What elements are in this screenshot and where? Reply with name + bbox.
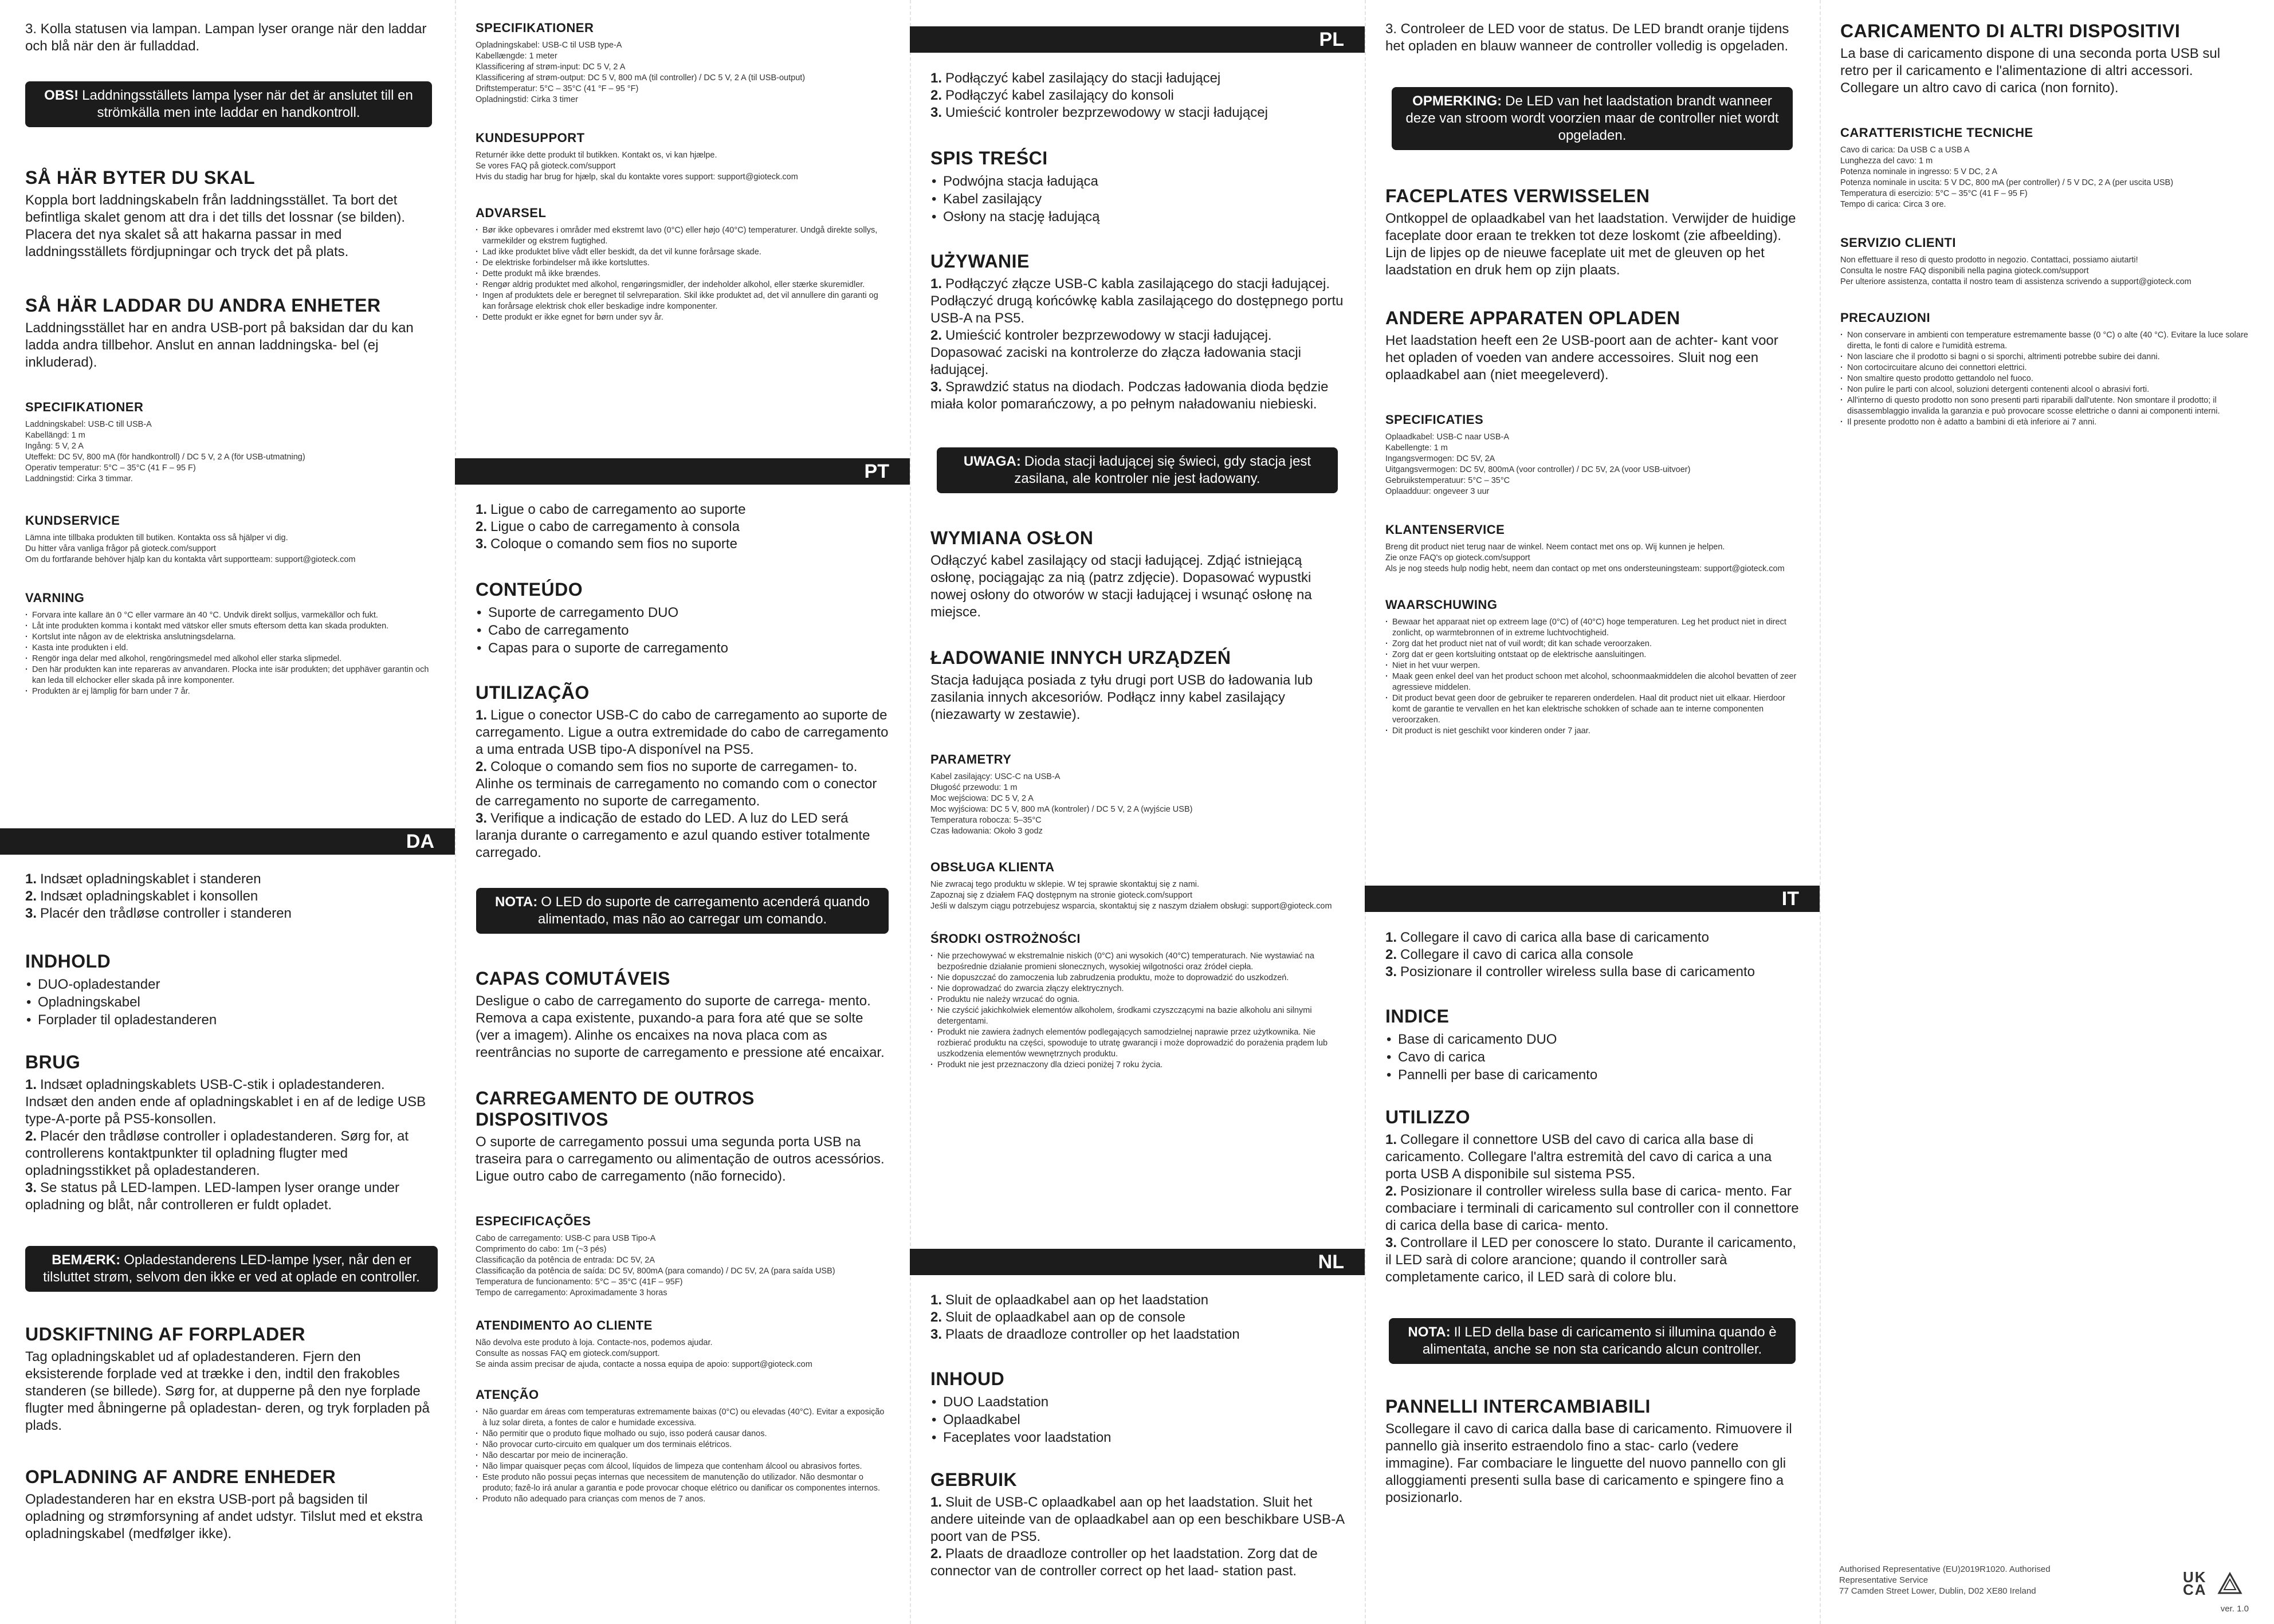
it-swap-text: Scollegare il cavo di carica dalla base di caricamento. Rimuovere il pannello già inserito estraendolo fino a stac- carlo (vedere immagine). Far combaciare le linguette del nuovo pannello con gli alloggiamenti presenti sulla base di caricamento e spingere fino a posizionarlo. bbox=[1385, 1421, 1792, 1505]
pt-swap-text: Desligue o cabo de carregamento do suporte de carrega- mento. Remova a capa existente, puxando-a para fora até que se solte (ver a imagem). Alinhe os encaixes na nova placa com as reentrâncias no suporte de carregamento e pressione até encaixar. bbox=[476, 993, 885, 1060]
list-item: 2. Placér den trådløse controller i opladestanderen. Sørg for, at controllerens kontaktpunkter til opladning flugter med opladningsstikket på opladestanderen. bbox=[25, 1128, 409, 1178]
nl-other-text: Het laadstation heeft een 2e USB-poort aan de achter- kant voor het opladen of voeden van andere accessoires. Sluit nog een oplaadkabel aan (niet meegeleverd). bbox=[1385, 333, 1778, 383]
list-item: · Rengör inga delar med alkohol, rengöringsmedel med alkohol eller starka slipmedel. bbox=[25, 654, 430, 664]
list-item: 1. Ligue o conector USB-C do cabo de carregamento ao suporte de carregamento. Ligue a outra extremidade do cabo de carregamento a uma entrada USB tipo-A disponível na PS5. bbox=[476, 707, 889, 757]
list-item: 3. Posizionare il controller wireless sulla base di caricamento bbox=[1385, 964, 1755, 980]
it-spec-text: Cavo di carica: Da USB C a USB A Lunghezza del cavo: 1 m Potenza nominale in ingresso: 5 V DC, 2 A Potenza nominale in uscita: 5 V DC, 800 mA (per controller) / 5 V DC, 2 A (per uscita USB) Temperatura di esercizio: 5°C – 35°C (41 F – 95 F) Tempo di carica: Circa 3 ore. bbox=[1840, 146, 2174, 209]
sv-swap-text: Koppla bort laddningskabeln från laddningsstället. Ta bort det befintliga skalet genom att dra i det tills det lossnar (se bilden). Placera det nya skalet så att hakarna passar in med laddningsställets fördjupningar och tryck det på plats. bbox=[25, 192, 406, 259]
list-item: · Não provocar curto-circuito em qualquer um dos terminais elétricos. bbox=[476, 1440, 889, 1450]
it-use-title: UTILIZZO bbox=[1385, 1107, 1470, 1127]
pl-note: UWAGA: Dioda stacji ładującej się świeci, gdy stacja jest zasilana, ale kontroler nie jest ładowany. bbox=[937, 447, 1338, 493]
list-item: 2. Ligue o cabo de carregamento à consola bbox=[476, 519, 740, 534]
pl-use-steps bbox=[930, 276, 1344, 413]
da-other-text: Opladestanderen har en ekstra USB-port på bagsiden til opladning og strømforsyning af andet udstyr. Tilslut med et ekstra opladningskabel (medfølger ikke). bbox=[25, 1492, 423, 1542]
pl-contents-title: SPIS TREŚCI bbox=[930, 148, 1048, 168]
list-item: · Bør ikke opbevares i områder med ekstremt lavo (0°C) eller højo (40°C) temperaturer. Undgå direkte sollys, varmekilder og ekstrem fugtighed. bbox=[476, 225, 889, 247]
list-item: · Kortslut inte någon av de elektriska anslutningsdelarna. bbox=[25, 632, 430, 643]
pl-steps bbox=[930, 70, 1344, 121]
pt-other-title: CARREGAMENTO DE OUTROS DISPOSITIVOS bbox=[476, 1088, 755, 1130]
sv-step-3: 3. Kolla statusen via lampan. Lampan lyser orange när den laddar och blå när den är fulladdad. bbox=[25, 21, 427, 54]
list-item: 2. Indsæt opladningskablet i konsollen bbox=[25, 888, 258, 904]
pt-warning-title: ATENÇÃO bbox=[476, 1387, 539, 1402]
list-item: 1. Podłączyć złącze USB-C kabla zasilającego do stacji ładującej. Podłączyć drugą końcówkę kabla zasilającego do dostępnego portu USB-A na PS5. bbox=[930, 276, 1344, 326]
list-item: 1. Collegare il cavo di carica alla base di caricamento bbox=[1385, 930, 1709, 945]
da-warning-list bbox=[476, 225, 889, 323]
pl-support-text: Nie zwracaj tego produktu w sklepie. W tej sprawie skontaktuj się z nami. Zapoznaj się z działem FAQ dostępnym na stronie gioteck.com/support Jeśli w dalszym ciągu potrzebujesz wsparcia, skontaktuj się z naszym działem obsługi: support@gioteck.com bbox=[930, 880, 1332, 911]
pt-swap-title: CAPAS COMUTÁVEIS bbox=[476, 968, 670, 989]
list-item: 2. Sluit de oplaadkabel aan op de console bbox=[930, 1310, 1186, 1325]
language-bar-da: DA bbox=[0, 828, 455, 855]
list-item: • Cavo di carica bbox=[1385, 1048, 1799, 1066]
it-other-title: CARICAMENTO DI ALTRI DISPOSITIVI bbox=[1840, 21, 2181, 41]
pl-support-title: OBSŁUGA KLIENTA bbox=[930, 860, 1055, 874]
pl-swap-title: WYMIANA OSŁON bbox=[930, 528, 1094, 548]
list-item: 3. Plaats de draadloze controller op het laadstation bbox=[930, 1327, 1240, 1342]
pt-spec-title: ESPECIFICAÇÕES bbox=[476, 1214, 591, 1228]
list-item: 3. Sprawdzić status na diodach. Podczas ładowania dioda będzie miała kolor pomarańczowy, a po pełnym naładowaniu niebieski. bbox=[930, 379, 1329, 412]
column-5 bbox=[1820, 0, 2274, 1624]
list-item: 1. Indsæt opladningskablets USB-C-stik i opladestanderen. Indsæt den anden ende af opladningskablet i en af de ledige USB type-A-porte på PS5-konsollen. bbox=[25, 1077, 426, 1127]
list-item: · Zorg dat het product niet nat of vuil wordt; dit kan schade veroorzaken. bbox=[1385, 639, 1799, 650]
list-item: · Produkt nie zawiera żadnych elementów podlegających samodzielnej naprawie przez użytkownika. Nie rozbierać produktu na części, spowoduje to utratę gwarancji i może doprowadzić do porażenia prądem lub uszkodzenia elementów wewnętrznych produktu. bbox=[930, 1027, 1344, 1060]
nl-use-title: GEBRUIK bbox=[930, 1469, 1018, 1490]
list-item: · Rengør aldrig produktet med alkohol, rengøringsmidler, der indeholder alkohol, eller stærke skuremidler. bbox=[476, 280, 889, 290]
pl-contents-list bbox=[930, 172, 1344, 226]
list-item: · Ingen af produktets dele er beregnet til selvreparation. Skil ikke produktet ad, det vil annullere din garanti og kan forårsage elektrisk chok eller beskadige indre komponenter. bbox=[476, 290, 889, 312]
pl-other-title: ŁADOWANIE INNYCH URZĄDZEŃ bbox=[930, 647, 1231, 668]
it-support-text: Non effettuare il reso di questo prodotto in negozio. Contattaci, possiamo aiutarti! Consulta le nostre FAQ disponibili nella pagina gioteck.com/support Per ulteriore assistenza, contatta il nostro team di assistenza scrivendo a support@gioteck.com bbox=[1840, 255, 2191, 286]
list-item: • DUO-opladestander bbox=[25, 976, 430, 993]
list-item: · Não permitir que o produto fique molhado ou sujo, isso poderá causar danos. bbox=[476, 1429, 889, 1440]
it-swap-title: PANNELLI INTERCAMBIABILI bbox=[1385, 1396, 1651, 1417]
language-bar-it: IT bbox=[1365, 886, 1820, 912]
list-item: · Non pulire le parti con alcool, soluzioni detergenti contenenti alcool o abrasivi forti. bbox=[1840, 384, 2249, 395]
list-item: 1. Podłączyć kabel zasilający do stacji ładującej bbox=[930, 70, 1221, 86]
language-bar-nl: NL bbox=[910, 1249, 1365, 1275]
list-item: · Dette produkt er ikke egnet for børn under syv år. bbox=[476, 312, 889, 323]
list-item: 3. Coloque o comando sem fios no suporte bbox=[476, 536, 737, 552]
nl-use-steps bbox=[930, 1494, 1344, 1580]
column-3-pl bbox=[910, 70, 1365, 1216]
language-bar-pt: PT bbox=[455, 458, 910, 485]
list-item: · All'interno di questo prodotto non sono presenti parti riparabili dall'utente. Non smontare il prodotto; il disassemblaggio invalida la garanzia e può provocare scosse elettriche o danni ai componenti interni. bbox=[1840, 395, 2249, 417]
pt-warning-list bbox=[476, 1407, 889, 1505]
it-spec-title: CARATTERISTICHE TECNICHE bbox=[1840, 125, 2033, 140]
pl-spec-title: PARAMETRY bbox=[930, 752, 1012, 766]
list-item: · Lad ikke produktet blive vådt eller beskidt, da det vil kunne forårsage skade. bbox=[476, 247, 889, 258]
list-item: · Bewaar het apparaat niet op extreem lage (0°C) of (40°C) hoge temperaturen. Leg het product niet in direct zonlicht, op warmtebronnen of in extreme luchtvochtigheid. bbox=[1385, 617, 1799, 639]
it-support-title: SERVIZIO CLIENTI bbox=[1840, 235, 1956, 250]
it-warning-list bbox=[1840, 330, 2249, 428]
it-contents-title: INDICE bbox=[1385, 1006, 1450, 1027]
list-item: • Suporte de carregamento DUO bbox=[476, 604, 889, 622]
list-item: • Oplaadkabel bbox=[930, 1411, 1344, 1429]
list-item: 3. Se status på LED-lampen. LED-lampen lyser orange under opladning og blåt, når controlleren er fuldt opladet. bbox=[25, 1180, 400, 1213]
list-item: · Dit product bevat geen door de gebruiker te repareren onderdelen. Haal dit product niet uit elkaar. Hierdoor komt de garantie te vervallen en het kan elektrische schokken of schade aan te interne componenten veroorzaken. bbox=[1385, 693, 1799, 726]
list-item: · Produkt nie jest przeznaczony dla dzieci poniżej 7 roku życia. bbox=[930, 1060, 1344, 1071]
certification-logos bbox=[2183, 1568, 2242, 1598]
authorised-representative: Authorised Representative (EU)2019R1020. Authorised Representative Service 77 Camden Street Lower, Dublin, D02 XE80 Ireland bbox=[1839, 1564, 2051, 1596]
list-item: · Nie czyścić jakichkolwiek elementów alkoholem, środkami czyszczącymi na bazie alkoholu ani silnymi detergentami. bbox=[930, 1005, 1344, 1027]
list-item: · Niet in het vuur werpen. bbox=[1385, 660, 1799, 671]
pt-note: NOTA: O LED do suporte de carregamento acenderá quando alimentado, mas não ao carregar um comando. bbox=[476, 888, 889, 934]
list-item: • Cabo de carregamento bbox=[476, 622, 889, 639]
list-item: · Nie przechowywać w ekstremalnie niskich (0°C) ani wysokich (40°C) temperaturach. Nie wystawiać na bezpośrednie działanie promieni słonecznych, wysokiej wilgotności oraz źródeł ciepła. bbox=[930, 951, 1344, 973]
da-spec-title: SPECIFIKATIONER bbox=[476, 21, 594, 35]
it-warning-title: PRECAUZIONI bbox=[1840, 310, 1931, 325]
column-4-it bbox=[1365, 929, 1820, 1624]
sv-other-text: Laddningsstället har en andra USB-port på baksidan dar du kan ladda andra tillbehor. Anslut en annan laddningska- bel (ej inkluderad). bbox=[25, 320, 414, 370]
list-item: · De elektriske forbindelser må ikke kortsluttes. bbox=[476, 258, 889, 269]
da-steps bbox=[25, 871, 430, 922]
pl-spec-text: Kabel zasilający: USC-C na USB-A Długość przewodu: 1 m Moc wejściowa: DC 5 V, 2 A Moc wyjściowa: DC 5 V, 800 mA (kontroler) / DC 5 V, 2 A (wyjście USB) Temperatura robocza: 5–35°C Czas ładowania: Około 3 godz bbox=[930, 772, 1193, 836]
nl-swap-text: Ontkoppel de oplaadkabel van het laadstation. Verwijder de huidige faceplate door eraan te trekken tot deze loskomt (zie afbeelding). Lijn de lipjes op de nieuwe faceplate uit met de gleuven op het laadstation en druk hem op zijn plaats. bbox=[1385, 211, 1796, 278]
da-support-text: Returnér ikke dette produkt til butikken. Kontakt os, vi kan hjælpe. Se vores FAQ på gioteck.com/support Hvis du stadig har brug for hjælp, skal du kontakte vores support: support@gioteck.com bbox=[476, 151, 798, 182]
list-item: 2. Umieścić kontroler bezprzewodowy w stacji ładującej. Dopasować zaciski na kontrolerze do złącza ładowania stacji ładującej. bbox=[930, 328, 1301, 378]
list-item: · Dit product is niet geschikt voor kinderen onder 7 jaar. bbox=[1385, 726, 1799, 737]
nl-spec-title: SPECIFICATIES bbox=[1385, 412, 1484, 427]
da-warning-title: ADVARSEL bbox=[476, 206, 547, 220]
list-item: 1. Sluit de oplaadkabel aan op het laadstation bbox=[930, 1292, 1209, 1308]
list-item: • Faceplates voor laadstation bbox=[930, 1429, 1344, 1446]
list-item: · Este produto não possui peças internas que necessitem de manutenção do utilizador. Não desmontar o produto; fazê-lo irá anular a garantia e pode provocar choque elétrico ou danificar os componentes internos. bbox=[476, 1472, 889, 1494]
list-item: · Produkten är ej lämplig för barn under 7 år. bbox=[25, 686, 430, 697]
pt-spec-text: Cabo de carregamento: USB-C para USB Tipo-A Comprimento do cabo: 1m (~3 pés) Classificação da potência de entrada: DC 5V, 2A Classificação da potência de saída: DC 5V, 800mA (para comando) / DC 5V, 2A (para saída USB) Temperatura de funcionamento: 5°C – 35°C (41F – 95F) Tempo de carregamento: Aproximadamente 3 horas bbox=[476, 1234, 835, 1297]
list-item: • Kabel zasilający bbox=[930, 190, 1344, 208]
it-use-steps bbox=[1385, 1131, 1799, 1286]
sv-spec-text: Laddningskabel: USB-C till USB-A Kabellängd: 1 m Ingång: 5 V, 2 A Uteffekt: DC 5V, 800 mA (för handkontroll) / DC 5 V, 2 A (för USB-utmatning) Operativ temperatur: 5°C – 35°C (41 F – 95 F) Laddningstid: Cirka 3 timmar. bbox=[25, 420, 305, 483]
it-steps bbox=[1385, 929, 1799, 981]
nl-steps bbox=[930, 1292, 1344, 1343]
pt-other-text: O suporte de carregamento possui uma segunda porta USB na traseira para o carregamento ou alimentação de outros acessórios. Ligue outro cabo de carregamento (não fornecido). bbox=[476, 1134, 885, 1184]
list-item: 2. Posizionare il controller wireless sulla base di carica- mento. Far combaciare i terminali di caricamento sul controller con il connettore di carica della base di carica- mento. bbox=[1385, 1183, 1799, 1233]
sv-note: OBS! Laddningsställets lampa lyser när det är anslutet till en strömkälla men inte laddar en handkontroll. bbox=[25, 81, 432, 127]
pl-warning-title: ŚRODKI OSTROŻNOŚCI bbox=[930, 931, 1081, 946]
list-item: • DUO Laadstation bbox=[930, 1393, 1344, 1411]
list-item: • Podwójna stacja ładująca bbox=[930, 172, 1344, 190]
list-item: • Opladningskabel bbox=[25, 993, 430, 1011]
it-contents-list bbox=[1385, 1031, 1799, 1084]
recycling-triangle-icon bbox=[2217, 1572, 2242, 1595]
list-item: · Não guardar em áreas com temperaturas extremamente baixas (0°C) ou elevadas (40°C). Evitar a exposição à luz solar direta, a fontes de calor e humidade excessiva. bbox=[476, 1407, 889, 1429]
list-item: · Não limpar quaisquer peças com álcool, líquidos de limpeza que contenham álcool ou abrasivos fortes. bbox=[476, 1461, 889, 1472]
list-item: · Dette produkt må ikke brændes. bbox=[476, 269, 889, 280]
version-label: ver. 1.0 bbox=[2220, 1604, 2249, 1614]
list-item: · Non smaltire questo prodotto gettandolo nel fuoco. bbox=[1840, 373, 2249, 384]
list-item: · Zorg dat er geen kortsluiting ontstaat op de elektrische aansluitingen. bbox=[1385, 650, 1799, 660]
list-item: 2. Coloque o comando sem fios no suporte de carregamen- to. Alinhe os terminais de carregamento no comando com o conector de carregamento no suporte de carregamento. bbox=[476, 759, 877, 809]
list-item: · Non lasciare che il prodotto si bagni o si sporchi, altrimenti potrebbe subire dei danni. bbox=[1840, 352, 2249, 363]
da-support-title: KUNDESUPPORT bbox=[476, 131, 585, 145]
list-item: · Nie dopuszczać do zamoczenia lub zabrudzenia produktu, może to doprowadzić do uszkodzeń. bbox=[930, 973, 1344, 984]
list-item: • Base di caricamento DUO bbox=[1385, 1031, 1799, 1048]
list-item: • Forplader til opladestanderen bbox=[25, 1011, 430, 1029]
it-other-text: La base di caricamento dispone di una seconda porta USB sul retro per il caricamento e l'alimentazione di altri accessori. Collegare un altro cavo di carica (non fornito). bbox=[1840, 46, 2221, 96]
sv-other-title: SÅ HÄR LADDAR DU ANDRA ENHETER bbox=[25, 295, 381, 316]
list-item: • Pannelli per base di caricamento bbox=[1385, 1066, 1799, 1084]
list-item: 1. Sluit de USB-C oplaadkabel aan op het laadstation. Sluit het andere uiteinde van de oplaadkabel aan op een beschikbare USB-A poort van de PS5. bbox=[930, 1495, 1344, 1544]
nl-swap-title: FACEPLATES VERWISSELEN bbox=[1385, 186, 1650, 206]
pt-contents-list bbox=[476, 604, 889, 657]
nl-note: OPMERKING: De LED van het laadstation brandt wanneer deze van stroom wordt voorzien maar de controller niet wordt opgeladen. bbox=[1392, 87, 1793, 150]
sv-support-text: Lämna inte tillbaka produkten till butiken. Kontakta oss så hjälper vi dig. Du hitter våra vanliga frågor på gioteck.com/support Om du fortfarande behöver hjälp kan du kontakta vårt supportteam: support@gioteck.com bbox=[25, 533, 356, 564]
it-note: NOTA: Il LED della base di caricamento si illumina quando è alimentata, anche se non sta caricando alcun controller. bbox=[1389, 1318, 1796, 1364]
da-contents-list bbox=[25, 976, 430, 1029]
nl-warning-list bbox=[1385, 617, 1799, 737]
list-item: · Produktu nie należy wrzucać do ognia. bbox=[930, 994, 1344, 1005]
nl-contents-list bbox=[930, 1393, 1344, 1446]
column-3-nl bbox=[910, 1292, 1365, 1624]
nl-support-title: KLANTENSERVICE bbox=[1385, 522, 1505, 537]
da-spec-text: Opladningskabel: USB-C til USB type-A Kabellængde: 1 meter Klassificering af strøm-input: DC 5 V, 2 A Klassificering af strøm-output: DC 5 V, 800 mA (til controller) / DC 5 V, 2 A (til USB-output) Driftstemperatur: 5°C – 35°C (41 °F – 95 °F) Opladningstid: Cirka 3 timer bbox=[476, 41, 806, 104]
pl-swap-text: Odłączyć kabel zasilający od stacji ładującej. Zdjąć istniejącą osłonę, pociągając za nią (patrz zdjęcie). Dopasować wypustki nowej osłony do otworów w stacji ładującej i wsunąć osłonę na miejsce. bbox=[930, 553, 1312, 620]
nl-other-title: ANDERE APPARATEN OPLADEN bbox=[1385, 308, 1680, 328]
da-contents-title: INDHOLD bbox=[25, 951, 111, 972]
pt-steps bbox=[476, 501, 889, 553]
nl-support-text: Breng dit product niet terug naar de winkel. Neem contact met ons op. Wij kunnen je helpen. Zie onze FAQ's op gioteck.com/support Als je nog steeds hulp nodig hebt, neem dan contact op met ons ondersteuningsteam: support@gioteck.com bbox=[1385, 542, 1785, 573]
da-use-title: BRUG bbox=[25, 1052, 81, 1072]
pl-other-text: Stacja ładująca posiada z tyłu drugi port USB do ładowania lub zasilania innych akcesoriów. Podłącz inny kabel zasilający (niezawarty w zestawie). bbox=[930, 673, 1313, 722]
list-item: 2. Plaats de draadloze controller op het laadstation. Zorg dat de connector van de controller correct op het laad- station past. bbox=[930, 1546, 1318, 1579]
pt-support-title: ATENDIMENTO AO CLIENTE bbox=[476, 1318, 653, 1332]
list-item: 3. Verifique a indicação de estado do LED. A luz do LED será laranja durante o carregamento e azul quando estiver totalmente carregado. bbox=[476, 811, 870, 860]
sv-spec-title: SPECIFIKATIONER bbox=[25, 400, 144, 414]
list-item: · Não descartar por meio de incineração. bbox=[476, 1450, 889, 1461]
da-note: BEMÆRK: Opladestanderens LED-lampe lyser, når den er tilsluttet strøm, selvom den ikke er ved at oplade en controller. bbox=[25, 1246, 438, 1292]
nl-step-3: 3. Controleer de LED voor de status. De LED brandt oranje tijdens het opladen en blauw wanneer de controller volledig is opgeladen. bbox=[1385, 21, 1789, 54]
list-item: · Den här produkten kan inte repareras av anvandaren. Plocka inte isär produkten; det upphäver garantin och kan leda till elchocker eller skada på inre komponenter. bbox=[25, 664, 430, 686]
list-item: · Låt inte produkten komma i kontakt med vätskor eller smuts eftersom detta kan skada produkten. bbox=[25, 621, 430, 632]
list-item: · Produto não adequado para crianças com menos de 7 anos. bbox=[476, 1494, 889, 1505]
nl-spec-text: Oplaadkabel: USB-C naar USB-A Kabellengte: 1 m Ingangsvermogen: DC 5V, 2A Uitgangsvermogen: DC 5V, 800mA (voor controller) / DC 5V, 2A (voor USB-uitvoer) Gebruikstemperatuur: 5°C – 35°C Oplaadduur: ongeveer 3 uur bbox=[1385, 432, 1691, 496]
pl-use-title: UŻYWANIE bbox=[930, 251, 1030, 272]
list-item: · Nie doprowadzać do zwarcia złączy elektrycznych. bbox=[930, 984, 1344, 994]
list-item: · Forvara inte kallare än 0 °C eller varmare än 40 °C. Undvik direkt solljus, varmekällor och fukt. bbox=[25, 610, 430, 621]
list-item: · Maak geen enkel deel van het product schoon met alcohol, schoonmaakmiddelen die alcohol bevatten of zeer agressieve middelen. bbox=[1385, 671, 1799, 693]
list-item: 1. Collegare il connettore USB del cavo di carica alla base di caricamento. Collegare l'altra estremità del cavo di carica a una porta USB A disponibile sul sistema PS5. bbox=[1385, 1132, 1772, 1182]
list-item: 2. Podłączyć kabel zasilający do konsoli bbox=[930, 88, 1174, 103]
sv-support-title: KUNDSERVICE bbox=[25, 513, 120, 528]
ukca-mark: UK CA bbox=[2183, 1568, 2207, 1598]
pt-use-title: UTILIZAÇÃO bbox=[476, 682, 590, 703]
list-item: • Osłony na stację ładującą bbox=[930, 208, 1344, 226]
list-item: · Non cortocircuitare alcuno dei connettori elettrici. bbox=[1840, 363, 2249, 373]
pt-use-steps bbox=[476, 707, 889, 862]
da-use-steps bbox=[25, 1076, 430, 1214]
list-item: 3. Umieścić kontroler bezprzewodowy w stacji ładującej bbox=[930, 105, 1268, 120]
list-item: • Capas para o suporte de carregamento bbox=[476, 639, 889, 657]
sv-warning-list bbox=[25, 610, 430, 697]
sv-warning-title: VARNING bbox=[25, 591, 85, 605]
language-bar-pl: PL bbox=[910, 26, 1365, 53]
list-item: · Il presente prodotto non è adatto a bambini di età inferiore ai 7 anni. bbox=[1840, 417, 2249, 428]
da-swap-text: Tag opladningskablet ud af opladestanderen. Fjern den eksisterende forplade ved at trække i den, indtil den frakobles standeren (se billede). Sørg for, at dupperne på den nye forplade flugter med åbningerne på opladestan- deren, og tryk forpladen på plads. bbox=[25, 1349, 430, 1433]
nl-contents-title: INHOUD bbox=[930, 1369, 1005, 1389]
pt-support-text: Não devolva este produto à loja. Contacte-nos, podemos ajudar. Consulte as nossas FAQ em gioteck.com/support. Se ainda assim precisar de ajuda, contacte a nossa equipa de apoio: support@gioteck.com bbox=[476, 1338, 812, 1369]
sv-swap-title: SÅ HÄR BYTER DU SKAL bbox=[25, 167, 256, 188]
list-item: 3. Placér den trådløse controller i standeren bbox=[25, 906, 292, 921]
nl-warning-title: WAARSCHUWING bbox=[1385, 597, 1498, 612]
pt-contents-title: CONTEÚDO bbox=[476, 579, 583, 600]
list-item: 3. Controllare il LED per conoscere lo stato. Durante il caricamento, il LED sarà di colore arancione; quando il controller sarà completamente carico, il LED sarà di colore blu. bbox=[1385, 1235, 1796, 1285]
list-item: · Non conservare in ambienti con temperature estremamente basse (0 °C) o alte (40 °C). Evitare la luce solare diretta, le fonti di calore e l'umidità estrema. bbox=[1840, 330, 2249, 352]
pl-warning-list bbox=[930, 951, 1344, 1071]
da-swap-title: UDSKIFTNING AF FORPLADER bbox=[25, 1324, 306, 1344]
list-item: 1. Indsæt opladningskablet i standeren bbox=[25, 871, 261, 887]
list-item: 1. Ligue o cabo de carregamento ao suporte bbox=[476, 502, 746, 517]
column-2-pt bbox=[455, 501, 910, 1624]
da-other-title: OPLADNING AF ANDRE ENHEDER bbox=[25, 1466, 336, 1487]
list-item: · Kasta inte produkten i eld. bbox=[25, 643, 430, 654]
list-item: 2. Collegare il cavo di carica alla console bbox=[1385, 947, 1633, 962]
column-1-da bbox=[0, 871, 455, 1624]
